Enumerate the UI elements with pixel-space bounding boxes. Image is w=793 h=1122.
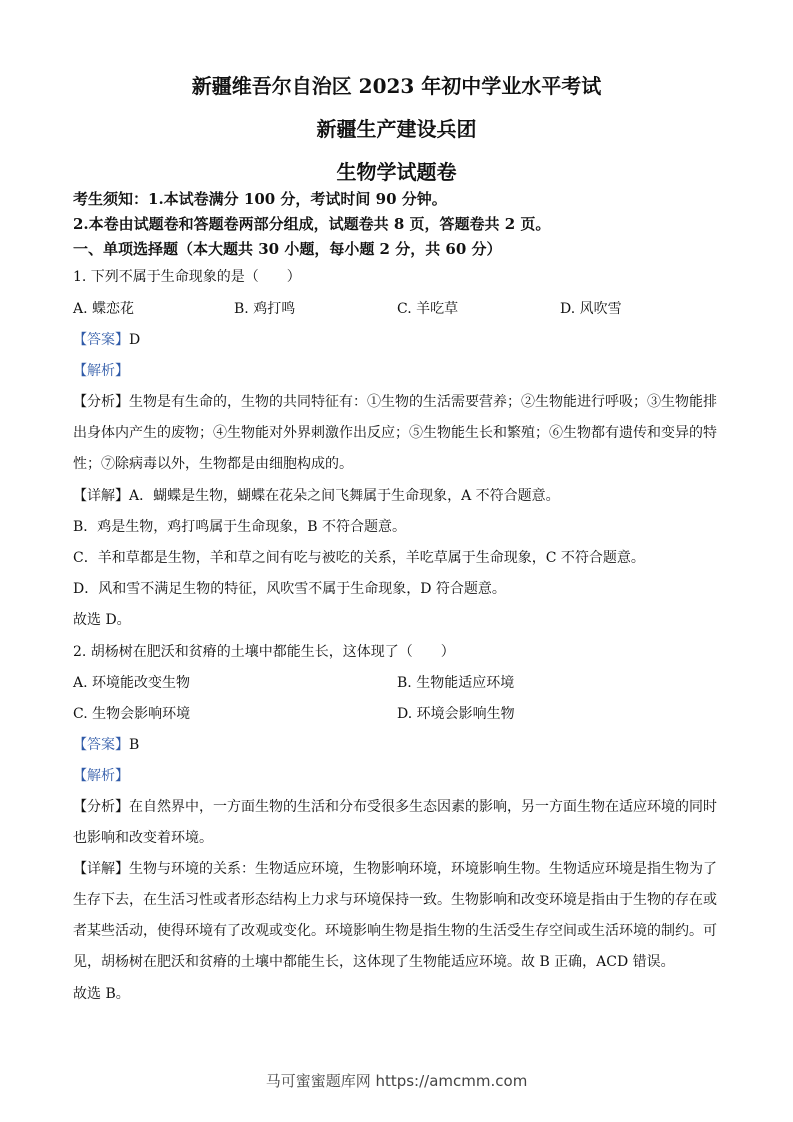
q2-fenxi-2: 也影响和改变着环境。 bbox=[73, 830, 213, 846]
answer-value: D bbox=[129, 332, 141, 348]
q1-option-d: D. 风吹雪 bbox=[560, 301, 622, 317]
q1-detail-4: D．风和雪不满足生物的特征，风吹雪不属于生命现象，D 符合题意。 bbox=[73, 581, 506, 597]
q2-option-b: B. 生物能适应环境 bbox=[397, 675, 515, 691]
q2-detail-5: 故选 B。 bbox=[73, 986, 130, 1002]
section-heading: 一、单项选择题（本大题共 30 小题，每小题 2 分，共 60 分） bbox=[73, 240, 502, 258]
q2-option-a: A. 环境能改变生物 bbox=[73, 675, 191, 691]
q1-stem: 1. 下列不属于生命现象的是（ ） bbox=[73, 269, 301, 285]
q2-detail-4: 见，胡杨树在肥沃和贫瘠的土壤中都能生长，这体现了生物能适应环境。故 B 正确，ACD 错误。 bbox=[73, 954, 675, 970]
exam-title: 新疆维吾尔自治区 2023 年初中学业水平考试 bbox=[191, 74, 602, 98]
q1-option-c: C. 羊吃草 bbox=[397, 301, 459, 317]
exam-subtitle: 新疆生产建设兵团 bbox=[316, 117, 477, 141]
q1-answer bbox=[73, 329, 723, 349]
q2-option-d: D. 环境会影响生物 bbox=[397, 706, 515, 722]
notice-line-1: 考生须知：1.本试卷满分 100 分，考试时间 90 分钟。 bbox=[73, 190, 447, 208]
answer-tag: 【答案】 bbox=[73, 737, 129, 753]
q1-fenxi-1: 【分析】生物是有生命的，生物的共同特征有：①生物的生活需要营养；②生物能进行呼吸；③生物能排 bbox=[73, 394, 717, 410]
q2-analysis-tag: 【解析】 bbox=[73, 768, 129, 784]
q2-option-c: C. 生物会影响环境 bbox=[73, 706, 191, 722]
q2-stem: 2. 胡杨树在肥沃和贫瘠的土壤中都能生长，这体现了（ ） bbox=[73, 644, 455, 660]
q1-detail-2: B．鸡是生物，鸡打鸣属于生命现象，B 不符合题意。 bbox=[73, 519, 407, 535]
q1-detail-1: 【详解】A．蝴蝶是生物，蝴蝶在花朵之间飞舞属于生命现象，A 不符合题意。 bbox=[73, 488, 560, 504]
q1-fenxi-3: 性；⑦除病毒以外，生物都是由细胞构成的。 bbox=[73, 456, 353, 472]
q1-analysis-tag: 【解析】 bbox=[73, 363, 129, 379]
paper-title: 生物学试题卷 bbox=[336, 160, 457, 184]
q1-fenxi-2: 出身体内产生的废物；④生物能对外界刺激作出反应；⑤生物能生长和繁殖；⑥生物都有遗传和变异的特 bbox=[73, 425, 717, 441]
footer-watermark: 马可蜜蜜题库网 https://amcmm.com bbox=[265, 1072, 528, 1090]
notice-line-2: 2.本卷由试题卷和答题卷两部分组成，试题卷共 8 页，答题卷共 2 页。 bbox=[73, 215, 551, 233]
q2-detail-2: 生存下去，在生活习性或者形态结构上力求与环境保持一致。生物影响和改变环境是指由于生物的存在或 bbox=[73, 892, 717, 908]
q1-option-b: B. 鸡打鸣 bbox=[234, 301, 296, 317]
q2-detail-1: 【详解】生物与环境的关系：生物适应环境，生物影响环境，环境影响生物。生物适应环境是指生物为了 bbox=[73, 861, 717, 877]
q2-detail-3: 者某些活动，使得环境有了改观或变化。环境影响生物是指生物的生活受生存空间或生活环境的制约。可 bbox=[73, 923, 717, 939]
q2-fenxi-1: 【分析】在自然界中，一方面生物的生活和分布受很多生态因素的影响，另一方面生物在适应环境的同时 bbox=[73, 799, 717, 815]
answer-value: B bbox=[129, 737, 140, 753]
answer-tag: 【答案】 bbox=[73, 332, 129, 348]
q1-detail-3: C．羊和草都是生物，羊和草之间有吃与被吃的关系，羊吃草属于生命现象，C 不符合题意。 bbox=[73, 550, 645, 566]
q2-answer bbox=[73, 734, 723, 754]
q1-option-a: A. 蝶恋花 bbox=[73, 301, 135, 317]
q1-detail-5: 故选 D。 bbox=[73, 612, 131, 628]
